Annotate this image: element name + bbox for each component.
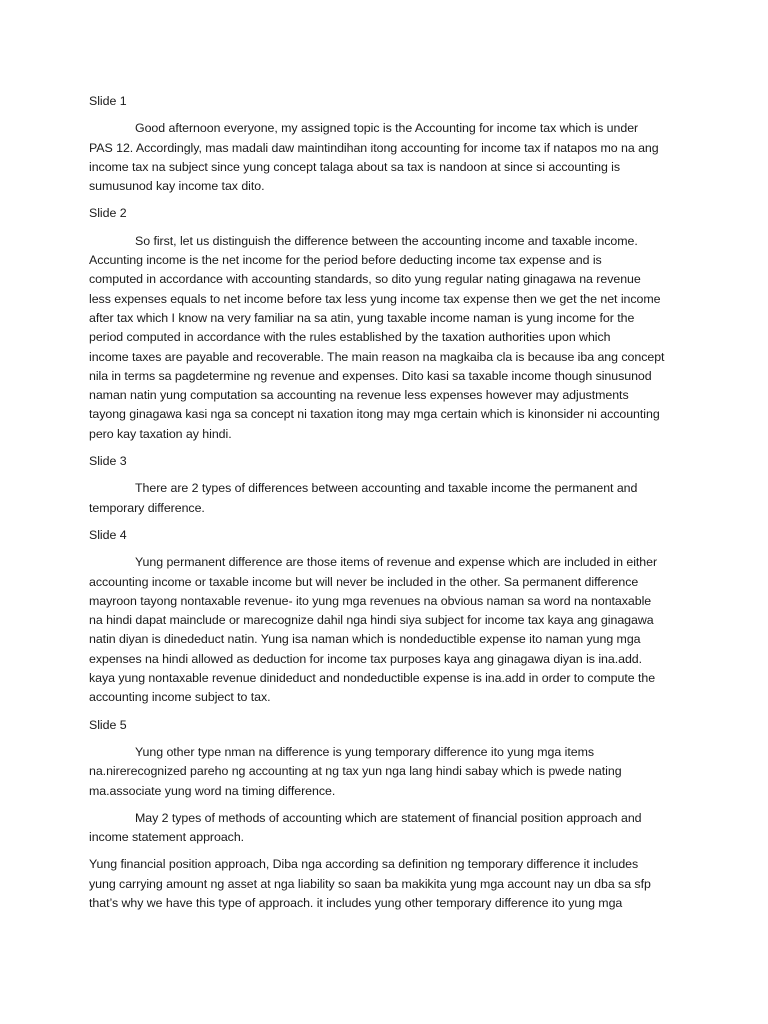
text-line: So first, let us distinguish the difference between the accounting income and taxable income. <box>135 233 638 248</box>
text-line: May 2 types of methods of accounting which are statement of financial position approach and <box>135 810 642 825</box>
paragraph <box>89 809 689 848</box>
text-line: period computed in accordance with the rules established by the taxation authorities upon which <box>89 330 611 345</box>
slide-heading: Slide 4 <box>89 527 127 542</box>
slide-heading: Slide 5 <box>89 717 127 732</box>
text-line: ma.associate yung word na timing difference. <box>89 783 336 798</box>
text-line: Yung other type nman na difference is yung temporary difference ito yung mga items <box>135 744 594 759</box>
slide-heading: Slide 2 <box>89 206 127 221</box>
slide-heading: Slide 3 <box>89 454 127 469</box>
text-line: computed in accordance with accounting standards, so dito yung regular nating ginagawa na revenue <box>89 272 641 287</box>
slide-heading: Slide 1 <box>89 94 127 108</box>
text-line: natin diyan is dinededuct natin. Yung isa naman which is nondeductible expense ito naman yung mga <box>89 632 641 647</box>
text-line: income taxes are payable and recoverable. The main reason na magkaiba cla is because iba ang concept <box>89 349 665 364</box>
paragraph <box>89 119 689 196</box>
text-line: kaya yung nontaxable revenue dinideduct and nondeductible expense is ina.add in order to compute the <box>89 671 656 686</box>
text-line: less expenses equals to net income before tax less yung income tax expense then we get the net income <box>89 291 661 306</box>
text-line: accounting income or taxable income but will never be included in the other. Sa permanent difference <box>89 574 639 589</box>
text-line: naman natin yung computation sa accounting na revenue less expenses however may adjustments <box>89 388 629 403</box>
text-line: temporary difference. <box>89 500 205 515</box>
text-line: after tax which I know na very familiar na sa atin, yung taxable income naman is yung income for the <box>89 310 635 325</box>
text-line: expenses na hindi allowed as deduction for income tax purposes kaya ang ginagawa diyan is ina.add. <box>89 651 643 666</box>
text-line: accounting income subject to tax. <box>89 690 271 705</box>
text-line: income statement approach. <box>89 830 245 845</box>
text-line: PAS 12. Accordingly, mas madali daw maintindihan itong accounting for income tax if natapos mo na ang <box>89 140 659 155</box>
text-line: nila in terms sa pagdetermine ng revenue and expenses. Dito kasi sa taxable income though sinusunod <box>89 368 652 383</box>
document-page <box>89 92 689 921</box>
text-line: na hindi dapat mainclude or marecognize dahil nga hindi siya subject for income tax kaya ang ginagawa <box>89 613 654 628</box>
text-line: sumusunod kay income tax dito. <box>89 179 265 194</box>
text-line: income tax na subject since yung concept talaga about sa tax is nandoon at since si accounting is <box>89 159 621 174</box>
text-line: Good afternoon everyone, my assigned topic is the Accounting for income tax which is under <box>135 121 639 136</box>
paragraph <box>89 232 689 444</box>
text-line: mayroon tayong nontaxable revenue- ito yung mga revenues na obvious naman sa word na nontaxable <box>89 593 652 608</box>
text-line: Yung permanent difference are those items of revenue and expense which are included in either <box>135 555 658 570</box>
text-line: yung carrying amount ng asset at nga liability so saan ba makikita yung mga account nay un dba sa sfp <box>89 876 651 891</box>
text-line: Accunting income is the net income for the period before deducting income tax expense and is <box>89 253 602 268</box>
paragraph <box>89 855 689 913</box>
text-line: na.nirerecognized pareho ng accounting at ng tax yun nga lang hindi sabay which is pwede nating <box>89 764 622 779</box>
text-line: that’s why we have this type of approach. it includes yung other temporary difference ito yung mga <box>89 895 623 910</box>
text-line: Yung financial position approach, Diba nga according sa definition ng temporary difference it includes <box>89 857 639 872</box>
text-line: There are 2 types of differences between accounting and taxable income the permanent and <box>135 481 638 496</box>
paragraph <box>89 553 689 707</box>
text-line: pero kay taxation ay hindi. <box>89 426 232 441</box>
text-line: tayong ginagawa kasi nga sa concept ni taxation itong may mga certain which is kinonsider ni accounting <box>89 407 660 422</box>
paragraph <box>89 743 689 801</box>
paragraph <box>89 479 689 518</box>
